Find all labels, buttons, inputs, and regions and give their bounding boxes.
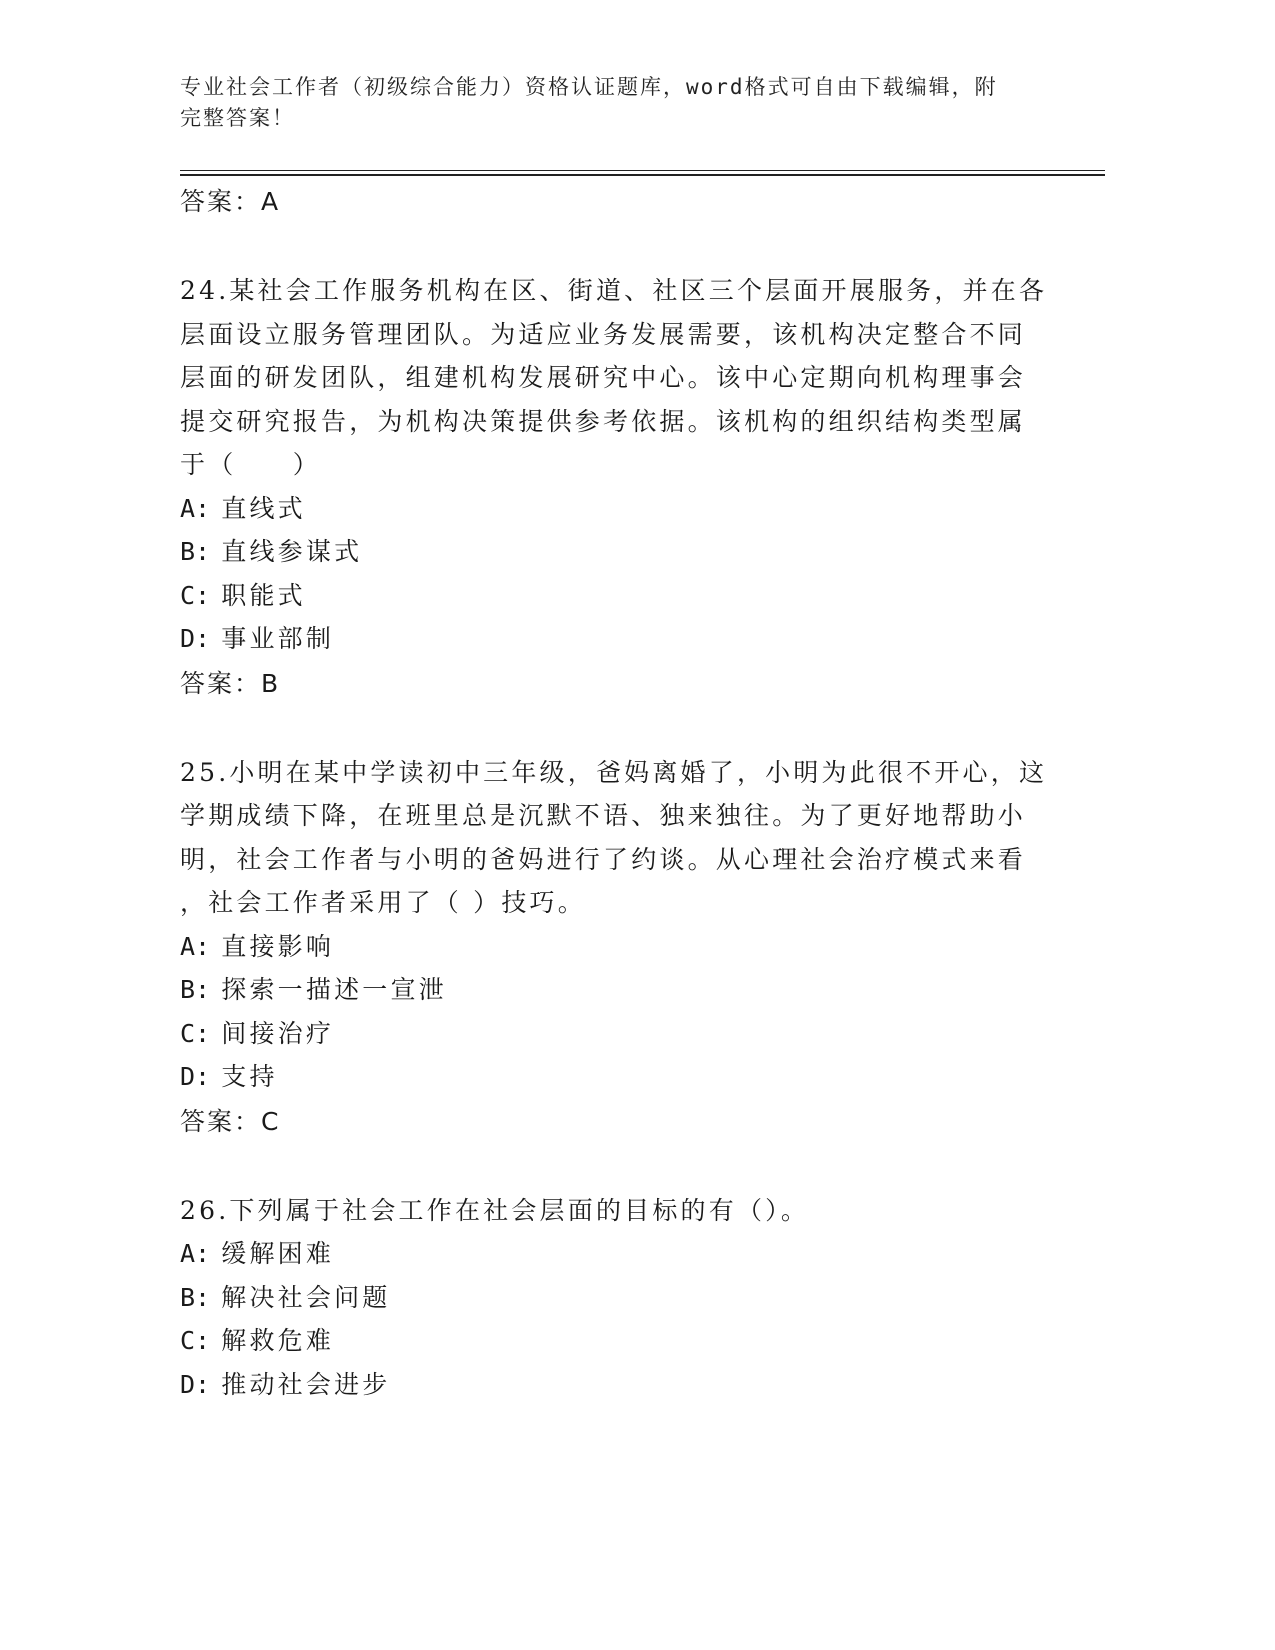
question-list — [180, 183, 1060, 1406]
option-letter: D: — [180, 1369, 211, 1399]
option-text: 支持 — [221, 1062, 278, 1091]
page-header — [180, 72, 1060, 134]
header-divider — [180, 174, 1105, 176]
header-divider — [180, 170, 1105, 171]
option-text: 直接影响 — [221, 931, 335, 961]
answer-line: 答案：A — [180, 187, 281, 216]
option-b — [180, 968, 1060, 1012]
option-b — [180, 1276, 1060, 1320]
option-d — [180, 1363, 1060, 1407]
question-text-line: 于（ ） — [180, 450, 322, 479]
option-letter: D: — [180, 1062, 211, 1091]
option-text: 间接治疗 — [221, 1018, 335, 1048]
header-line: 专业社会工作者（初级综合能力）资格认证题库，word格式可自由下载编辑，附 — [180, 75, 998, 99]
option-text: 职能式 — [221, 580, 306, 610]
option-letter: C: — [180, 1018, 211, 1048]
option-text: 事业部制 — [221, 624, 335, 653]
option-a — [180, 925, 1060, 969]
option-letter: C: — [180, 1326, 211, 1355]
option-letter: A: — [180, 493, 211, 523]
question-text-line: 26.下列属于社会工作在社会层面的目标的有（）。 — [180, 1195, 810, 1225]
question-26 — [180, 1189, 1060, 1407]
option-letter: B: — [180, 1282, 211, 1312]
question-text-line: ，社会工作者采用了（ ）技巧。 — [180, 888, 586, 917]
answer-line: 答案：C — [180, 1106, 281, 1136]
option-d — [180, 1055, 1060, 1099]
option-letter: A: — [180, 1239, 211, 1268]
option-text: 解救危难 — [221, 1326, 335, 1355]
question-25 — [180, 751, 1060, 1141]
option-text: 解决社会问题 — [221, 1282, 391, 1312]
question-text-line: 层面设立服务管理团队。为适应业务发展需要，该机构决定整合不同 — [180, 319, 1027, 349]
question-text-line: 学期成绩下降，在班里总是沉默不语、独来独往。为了更好地帮助小 — [180, 801, 1027, 830]
option-letter: B: — [180, 537, 211, 566]
question-text-line: 层面的研发团队，组建机构发展研究中心。该中心定期向机构理事会 — [180, 363, 1027, 392]
option-c — [180, 574, 1060, 618]
option-letter: B: — [180, 975, 211, 1004]
option-c — [180, 1012, 1060, 1056]
option-c — [180, 1319, 1060, 1363]
option-b — [180, 530, 1060, 574]
question-24 — [180, 269, 1060, 703]
option-a — [180, 1232, 1060, 1276]
option-text: 缓解困难 — [221, 1239, 335, 1268]
option-d — [180, 617, 1060, 661]
option-text: 直线参谋式 — [221, 537, 363, 566]
question-text-line: 明，社会工作者与小明的爸妈进行了约谈。从心理社会治疗模式来看 — [180, 844, 1027, 874]
question-text-line: 24.某社会工作服务机构在区、街道、社区三个层面开展服务，并在各 — [180, 276, 1048, 305]
header-line: 完整答案！ — [180, 106, 295, 130]
option-a — [180, 487, 1060, 531]
option-letter: A: — [180, 931, 211, 961]
option-text: 探索一描述一宣泄 — [221, 975, 447, 1004]
option-letter: D: — [180, 624, 211, 653]
option-letter: C: — [180, 580, 211, 610]
question-text-line: 提交研究报告，为机构决策提供参考依据。该机构的组织结构类型属 — [180, 406, 1027, 436]
question-text-line: 25.小明在某中学读初中三年级，爸妈离婚了，小明为此很不开心，这 — [180, 757, 1048, 787]
option-text: 推动社会进步 — [221, 1369, 391, 1399]
answer-line: 答案：B — [180, 668, 281, 698]
option-text: 直线式 — [221, 493, 306, 523]
